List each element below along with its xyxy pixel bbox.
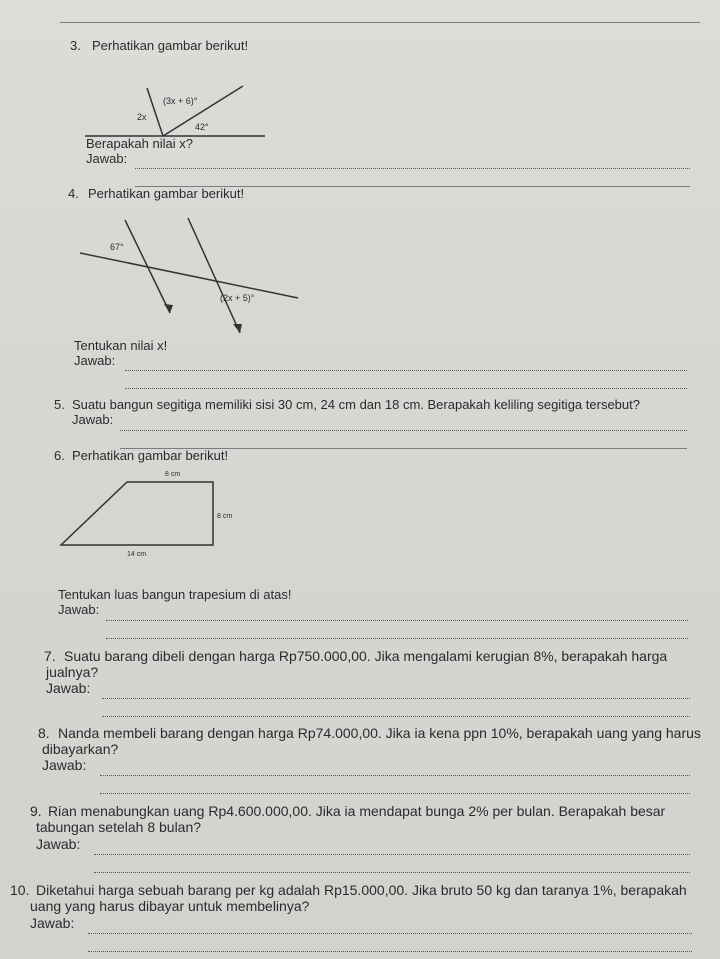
question-prompt: Rian menabungkan uang Rp4.600.000,00. Jika ia mendapat bunga 2% per bulan. Berapakah besar bbox=[48, 803, 666, 819]
question-prompt: Perhatikan gambar berikut! bbox=[72, 448, 229, 463]
answer-line[interactable] bbox=[125, 388, 687, 389]
question-number: 9. bbox=[30, 803, 42, 819]
question-prompt-continued: tabungan setelah 8 bulan? bbox=[36, 819, 202, 835]
answer-label: Jawab: bbox=[46, 680, 91, 696]
question-prompt-continued: dibayarkan? bbox=[42, 741, 119, 757]
answer-line[interactable] bbox=[135, 168, 690, 169]
angle-label-top: (3x + 6)° bbox=[163, 96, 198, 106]
trapezoid-figure-q6 bbox=[55, 460, 275, 560]
arrow-head bbox=[233, 324, 242, 333]
answer-label: Jawab: bbox=[58, 602, 100, 617]
question-text: Berapakah nilai x? bbox=[86, 136, 193, 151]
trapezoid-shape bbox=[61, 482, 213, 545]
angle-label-bottom: (2x + 5)° bbox=[220, 293, 255, 303]
answer-line[interactable] bbox=[94, 872, 690, 873]
answer-label: Jawab: bbox=[72, 412, 114, 427]
angle-label-left: 2x bbox=[137, 112, 147, 122]
answer-line[interactable] bbox=[106, 620, 688, 621]
question-prompt: Diketahui harga sebuah barang per kg adalah Rp15.000,00. Jika bruto 50 kg dan taranya 1%, berapakah bbox=[36, 882, 687, 898]
ray-line bbox=[147, 88, 163, 136]
answer-label: Jawab: bbox=[30, 915, 75, 931]
question-prompt-continued: jualnya? bbox=[46, 664, 99, 680]
transversal-line bbox=[80, 253, 298, 298]
question-prompt: Perhatikan gambar berikut! bbox=[92, 38, 249, 53]
angle-label-right: 42° bbox=[195, 122, 209, 132]
angle-label-top: 67° bbox=[110, 242, 124, 252]
question-prompt: Suatu bangun segitiga memiliki sisi 30 cm, 24 cm dan 18 cm. Berapakah keliling segitiga tersebut? bbox=[72, 397, 640, 412]
question-number: 8. bbox=[38, 725, 50, 741]
answer-line[interactable] bbox=[102, 698, 690, 699]
bottom-side-label: 14 cm bbox=[127, 551, 147, 558]
top-rule bbox=[60, 22, 700, 23]
question-prompt-continued: uang yang harus dibayar untuk membelinya? bbox=[30, 898, 310, 914]
answer-line[interactable] bbox=[88, 951, 692, 952]
right-side-label: 8 cm bbox=[217, 513, 233, 520]
answer-line[interactable] bbox=[120, 430, 687, 431]
question-number: 4. bbox=[68, 186, 79, 201]
answer-label: Jawab: bbox=[86, 151, 128, 166]
question-prompt: Suatu barang dibeli dengan harga Rp750.000,00. Jika mengalami kerugian 8%, berapakah harga bbox=[64, 648, 668, 664]
arrow-head bbox=[164, 304, 173, 313]
question-text: Tentukan nilai x! bbox=[74, 338, 168, 353]
answer-line[interactable] bbox=[88, 933, 692, 934]
parallel-lines-figure-q4 bbox=[70, 208, 330, 338]
question-number: 7. bbox=[44, 648, 56, 664]
parallel-line bbox=[188, 218, 240, 333]
answer-line[interactable] bbox=[100, 793, 690, 794]
answer-line[interactable] bbox=[94, 854, 690, 855]
answer-label: Jawab: bbox=[36, 836, 81, 852]
question-number: 10. bbox=[10, 882, 30, 898]
question-number: 3. bbox=[70, 38, 81, 53]
question-prompt: Perhatikan gambar berikut! bbox=[88, 186, 245, 201]
question-number: 5. bbox=[54, 397, 65, 412]
parallel-line bbox=[125, 220, 170, 313]
answer-label: Jawab: bbox=[42, 757, 87, 773]
answer-line[interactable] bbox=[106, 638, 688, 639]
question-prompt: Nanda membeli barang dengan harga Rp74.000,00. Jika ia kena ppn 10%, berapakah uang yang harus bbox=[58, 725, 701, 741]
answer-line[interactable] bbox=[102, 716, 690, 717]
question-text: Tentukan luas bangun trapesium di atas! bbox=[58, 587, 292, 602]
top-side-label: 8 cm bbox=[165, 471, 181, 478]
answer-line[interactable] bbox=[100, 775, 690, 776]
answer-label: Jawab: bbox=[74, 353, 116, 368]
answer-line[interactable] bbox=[125, 370, 687, 371]
question-number: 6. bbox=[54, 448, 65, 463]
